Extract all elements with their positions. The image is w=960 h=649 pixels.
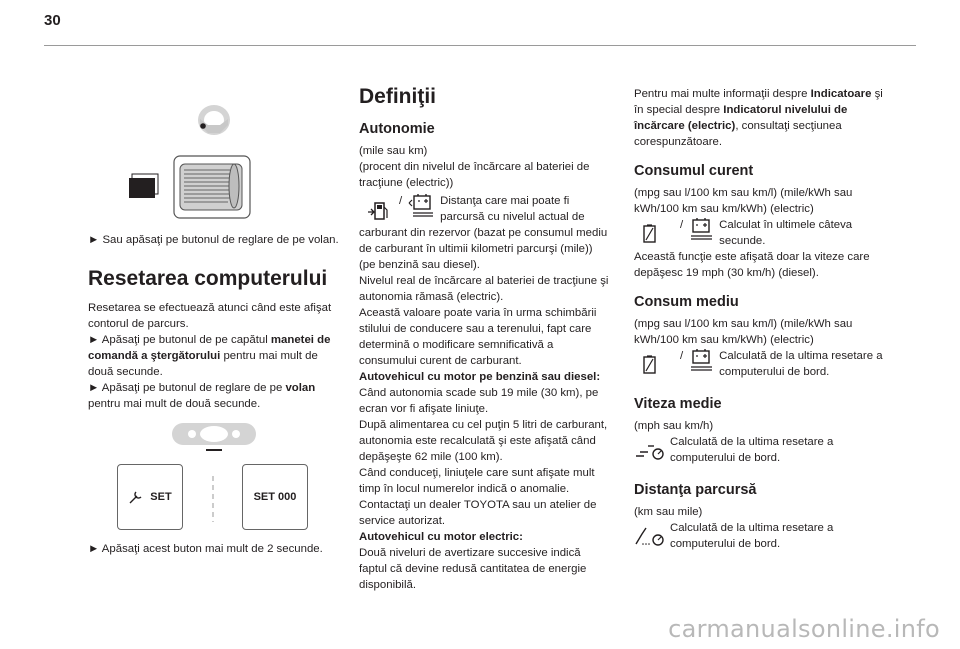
section-title-reset: Resetarea computerului bbox=[88, 267, 328, 290]
page-number: 30 bbox=[44, 12, 61, 29]
average-speed-icon bbox=[634, 438, 664, 462]
middle-column bbox=[359, 84, 609, 593]
set-000-button-label: SET 000 bbox=[253, 491, 297, 503]
right-column bbox=[634, 86, 886, 552]
wiper-stalk-button-figure bbox=[128, 154, 252, 220]
autonomie-icon-row bbox=[359, 193, 609, 225]
electric-warning-note: Două niveluri de avertizare succesive indică faptul că devine redusă cantitatea de energie disponibilă. bbox=[359, 547, 587, 591]
header-divider bbox=[44, 45, 916, 46]
electric-heading: Autovehicul cu motor electric: bbox=[359, 531, 523, 543]
average-fuel-icon bbox=[642, 354, 658, 376]
petrol-anomaly-note: Când conduceţi, liniuţele care sunt afişate mult timp în locul numerelor indică o anomalie. bbox=[359, 467, 595, 495]
distance-travelled-description: Calculată de la ultima resetare a computerului de bord. bbox=[670, 522, 834, 550]
fuel-pump-range-icon bbox=[367, 199, 389, 225]
average-consumption-slash: / bbox=[680, 350, 684, 362]
set-button bbox=[117, 464, 183, 530]
current-consumption-units: (mpg sau l/100 km sau km/l) (mile/kWh sau kWh/100 km sau km/kWh) (electric) bbox=[634, 187, 853, 215]
autonomie-description-end: carburant din rezervor (bazat pe consumul mediu de carburant în ultimii kilometri parcurşi (mile)) (pe benzină sau diesel). bbox=[359, 227, 608, 271]
distance-travelled-units: (km sau mile) bbox=[634, 506, 703, 518]
average-consumption-icon-row bbox=[634, 348, 886, 380]
average-consumption-description: Calculată de la ultima resetare a computerului de bord. bbox=[719, 350, 883, 378]
distance-travelled-title: Distanţa parcursă bbox=[634, 482, 757, 498]
average-speed-title: Viteza medie bbox=[634, 396, 722, 412]
current-consumption-note: Această funcţie este afişată doar la viteze care depăşesc 19 mph (30 km/h) (diesel). bbox=[634, 251, 870, 279]
set-000-button bbox=[242, 464, 308, 530]
battery-level-note: Nivelul real de încărcare al bateriei de tracţiune şi autonomia rămasă (electric). bbox=[359, 275, 609, 303]
dealer-contact-note: Contactaţi un dealer TOYOTA sau un atelier de service autorizat. bbox=[359, 499, 597, 527]
steering-reset-instruction: ► Apăsaţi pe butonul de reglare de pe volan pentru mai mult de două secunde. bbox=[88, 382, 316, 410]
steering-button-instruction: ► Sau apăsaţi pe butonul de reglare de pe volan. bbox=[88, 234, 339, 246]
petrol-refuel-note: După alimentarea cu cel puţin 5 litri de carburant, autonomia este recalculată şi este afişată când depăşeşte 62 mile (100 km). bbox=[359, 419, 608, 463]
petrol-diesel-heading: Autovehicul cu motor pe benzină sau diesel: bbox=[359, 371, 601, 383]
left-column-bottom bbox=[88, 541, 346, 557]
definitions-title: Definiţii bbox=[359, 85, 436, 108]
current-consumption-description: Calculat în ultimele câteva secunde. bbox=[719, 219, 853, 247]
autonomie-title: Autonomie bbox=[359, 121, 435, 137]
left-column bbox=[88, 232, 346, 412]
current-consumption-title: Consumul curent bbox=[634, 163, 754, 179]
watermark: carmanualsonline.info bbox=[668, 615, 940, 643]
petrol-dashes-note: Când autonomia scade sub 19 mile (30 km), pe ecran vor fi afişate liniuţe. bbox=[359, 387, 599, 415]
current-consumption-icon-row bbox=[634, 217, 886, 249]
wiper-stalk-instruction: ► Apăsaţi pe butonul de pe capătul manetei de comandă a ştergătorului pentru mai mult de două secunde. bbox=[88, 334, 331, 378]
average-speed-units: (mph sau km/h) bbox=[634, 420, 714, 432]
current-consumption-slash: / bbox=[680, 219, 684, 231]
value-variation-note: Această valoare poate varia în urma schimbării stilului de conducere sau a terenului, fapt care determină o modificare semnificativă a consumului curent de carburant. bbox=[359, 307, 597, 367]
steering-wheel-icon bbox=[196, 103, 232, 137]
autonomie-electric-units: (procent din nivelul de încărcare al bateriei de tracţiune (electric)) bbox=[359, 161, 590, 189]
average-battery-icon bbox=[689, 348, 713, 372]
battery-consumption-icon bbox=[689, 217, 713, 241]
autonomie-slash: / bbox=[399, 195, 403, 207]
autonomie-description-start: Distanţa care mai poate fi parcursă cu nivelul actual de bbox=[440, 195, 585, 223]
fuel-consumption-icon bbox=[642, 223, 658, 245]
reset-intro: Resetarea se efectuează atunci când este afişat contorul de parcurs. bbox=[88, 302, 332, 330]
set-button-label: SET bbox=[150, 491, 172, 503]
average-speed-description: Calculată de la ultima resetare a computerului de bord. bbox=[670, 436, 834, 464]
average-consumption-title: Consum mediu bbox=[634, 294, 739, 310]
autonomie-units: (mile sau km) bbox=[359, 145, 428, 157]
distance-travelled-icon-row bbox=[634, 520, 886, 552]
steering-controls-icon bbox=[170, 419, 258, 455]
set-button-instruction: ► Apăsaţi acest buton mai mult de 2 secunde. bbox=[88, 543, 323, 555]
dashed-separator bbox=[211, 476, 215, 522]
battery-range-icon bbox=[408, 193, 434, 219]
average-speed-icon-row bbox=[634, 434, 886, 466]
indicator-reference: Pentru mai multe informaţii despre Indicatoare şi în special despre Indicatorul nivelului de încărcare (electric), consultaţi secţiunea corespunzătoare. bbox=[634, 88, 883, 148]
wrench-icon bbox=[128, 489, 144, 505]
average-consumption-units: (mpg sau l/100 km sau km/l) (mile/kWh sau kWh/100 km sau km/kWh) (electric) bbox=[634, 318, 853, 346]
distance-travelled-icon bbox=[634, 524, 664, 548]
